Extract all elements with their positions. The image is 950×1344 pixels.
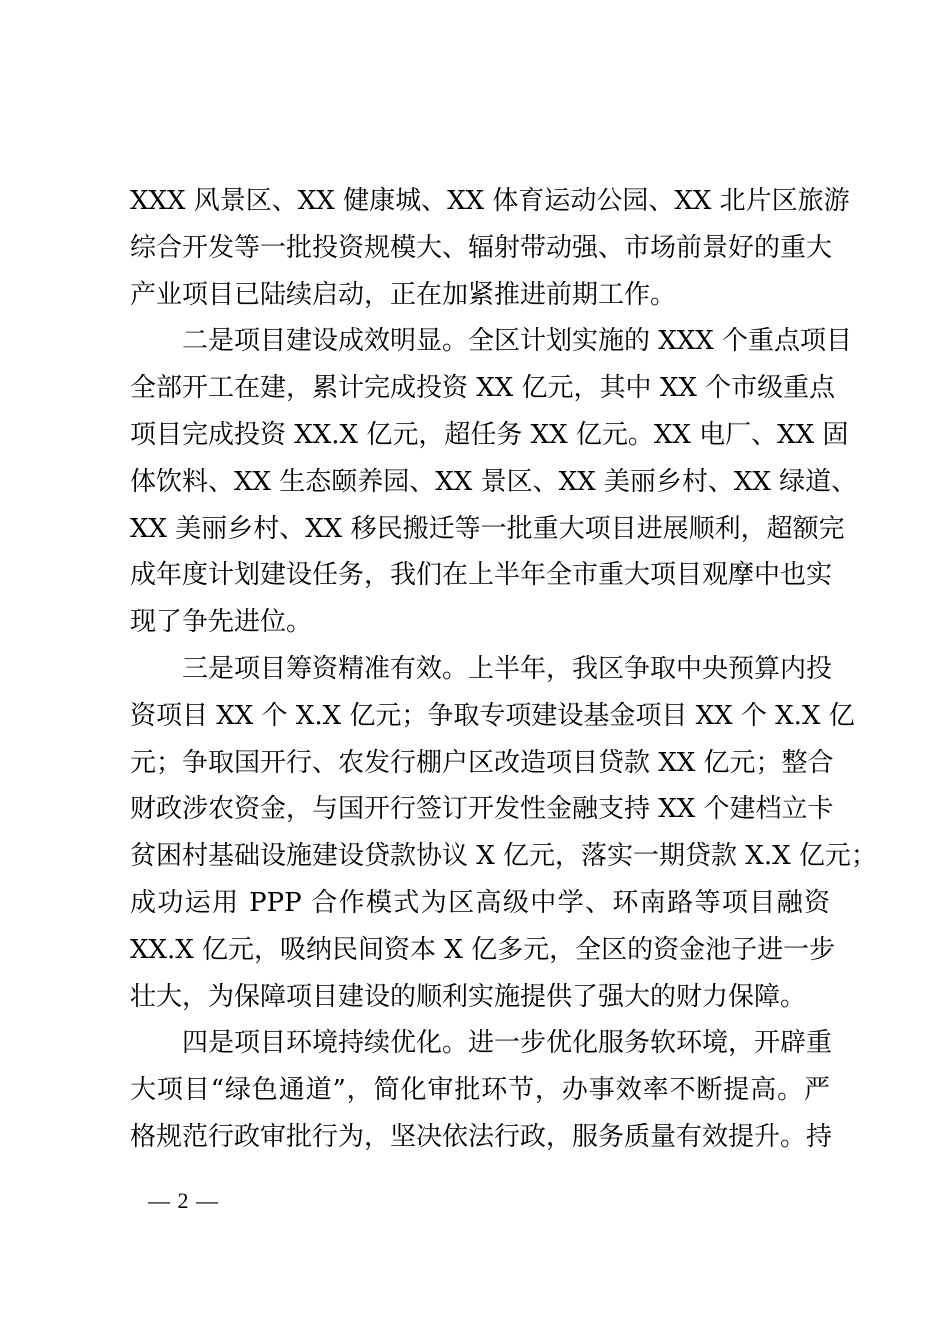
text-line: 三是项目筹资精准有效。上半年，我区争取中央预算内投 — [182, 653, 833, 684]
text-line: XXX 风景区、XX 健康城、XX 体育运动公园、XX 北片区旅游 — [130, 186, 850, 216]
text-line: 二是项目建设成效明显。全区计划实施的 XXX 个重点项目 — [182, 326, 853, 357]
text-line: 项目完成投资 XX.X 亿元，超任务 XX 亿元。XX 电厂、XX 固 — [130, 419, 849, 450]
text-line: 成功运用 PPP 合作模式为区高级中学、环南路等项目融资 — [130, 887, 830, 918]
text-line: XX.X 亿元，吸纳民间资本 X 亿多元，全区的资金池子进一步 — [130, 934, 836, 965]
page-number: — 2 — — [148, 1188, 219, 1213]
text-line: 壮大，为保障项目建设的顺利实施提供了强大的财力保障。 — [130, 981, 807, 1012]
text-line: 全部开工在建，累计完成投资 XX 亿元，其中 XX 个市级重点 — [130, 373, 836, 404]
paragraph-2 — [130, 318, 858, 646]
text-line: 综合开发等一批投资规模大、辐射带动强、市场前景好的重大 — [130, 232, 833, 263]
text-line: 现了争先进位。 — [130, 607, 313, 638]
text-line: 成年度计划建设任务，我们在上半年全市重大项目观摩中也实 — [130, 560, 833, 591]
document-body — [130, 178, 877, 1161]
paragraph-4 — [130, 1020, 833, 1160]
text-line: XX 美丽乡村、XX 移民搬迁等一批重大项目进展顺利，超额完 — [130, 513, 845, 544]
text-line: 资项目 XX 个 X.X 亿元；争取专项建设基金项目 XX 个 X.X 亿 — [130, 700, 855, 731]
text-line: 贫困村基础设施建设贷款协议 X 亿元，落实一期贷款 X.X 亿元； — [130, 841, 877, 872]
text-line: 元；争取国开行、农发行棚户区改造项目贷款 XX 亿元；整合 — [130, 747, 834, 778]
text-line: 财政涉农资金，与国开行签订开发性金融支持 XX 个建档立卡 — [130, 794, 834, 825]
text-line: 格规范行政审批行为，坚决依法行政，服务质量有效提升。持 — [130, 1121, 833, 1152]
text-line: 体饮料、XX 生态颐养园、XX 景区、XX 美丽乡村、XX 绿道、 — [130, 466, 858, 497]
text-line: 四是项目环境持续优化。进一步优化服务软环境，开辟重 — [182, 1028, 833, 1059]
paragraph-3 — [130, 646, 877, 1020]
text-line: 大项目“绿色通道”，简化审批环节，办事效率不断提高。严 — [130, 1075, 830, 1106]
paragraph-1 — [130, 178, 850, 318]
text-line: 产业项目已陆续启动，正在加紧推进前期工作。 — [130, 279, 677, 310]
